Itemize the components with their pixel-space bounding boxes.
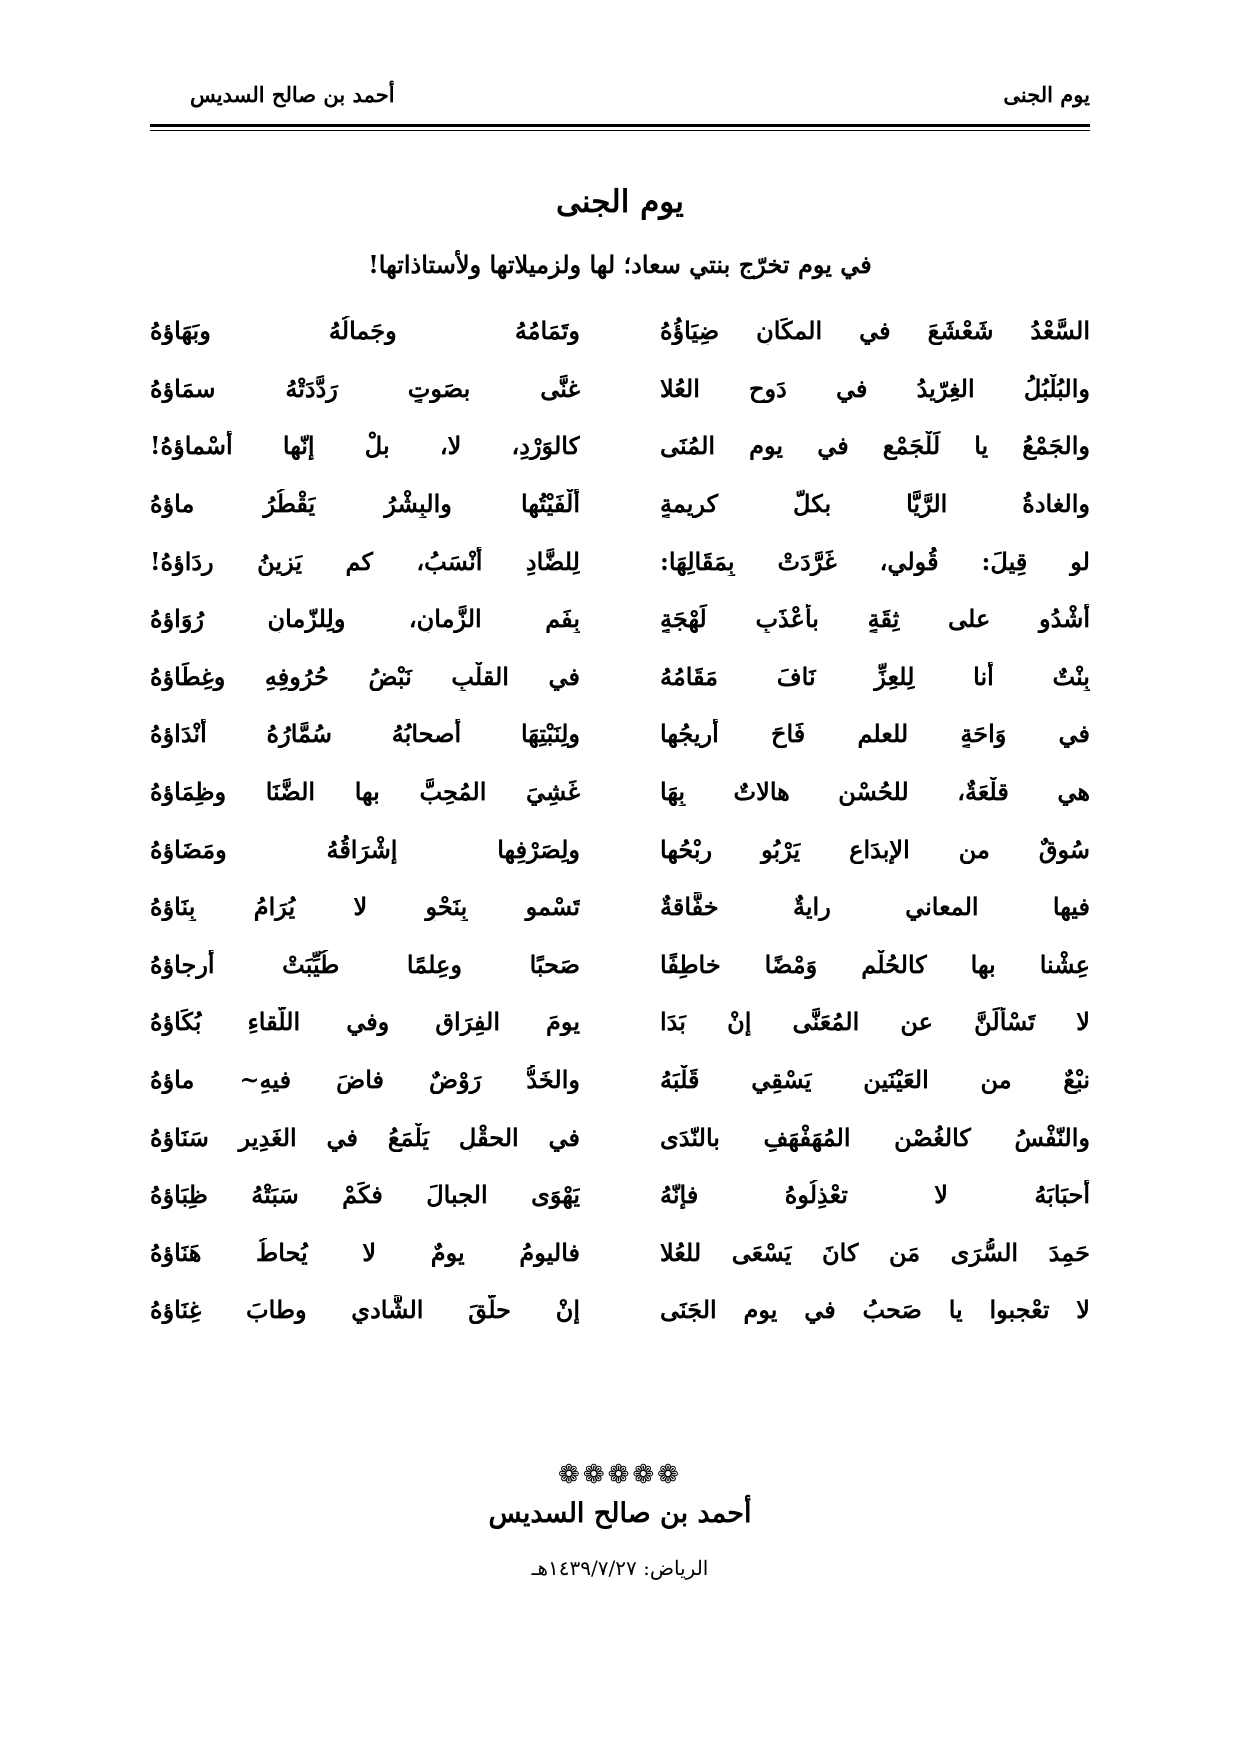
verse-second-hemistich: يومَ الفِرَاقِ وفي اللّقاءِ بُكَاؤهُ [150, 1007, 580, 1037]
poem-title: يوم الجنى [556, 184, 684, 220]
verse-second-hemistich: إنْ حلَّقَ الشَّادي وطابَ غِنَاؤهُ [150, 1295, 580, 1325]
verse-first-hemistich: في وَاحَةٍ للعلمِ فَاحَ أريجُها [660, 719, 1090, 749]
verse [150, 648, 1090, 706]
verse-first-hemistich: والغادةُ الرَّيَّا بكلّ كريمةٍ [660, 489, 1090, 519]
verse-second-hemistich: يَهْوَى الجبالَ فكَمْ سَبَتْهُ ظِبَاؤهُ [150, 1180, 580, 1210]
header-rule-thick [150, 124, 1090, 127]
verse [150, 936, 1090, 994]
verse [150, 878, 1090, 936]
verse [150, 1281, 1090, 1339]
verse-second-hemistich: غَشِيَ المُحِبَّ بها الضَّنَا وظِمَاؤهُ [150, 777, 580, 807]
verse [150, 1224, 1090, 1282]
verse-first-hemistich: بِنْتٌ أنا لِلعِزِّ نَافَ مَقَامُهُ [660, 661, 1090, 691]
verse [150, 820, 1090, 878]
verse-first-hemistich: والنّفْسُ كالغُصْنِ المُهَفْهَفِ بالنّدَى [660, 1122, 1090, 1152]
verse-second-hemistich: في الحقْلِ يَلْمَعُ في الغَدِيرِ سَنَاؤهُ [150, 1122, 580, 1152]
verse-first-hemistich: عِشْنا بها كالحُلْمِ وَمْضًا خاطِفًا [660, 949, 1090, 979]
verse [150, 993, 1090, 1051]
verse-second-hemistich: تَسْمو بِنَحْوٍ لا يُرَامُ بِنَاؤهُ [150, 892, 580, 922]
verse-second-hemistich: ولِنَبْتِهَا أصحابُهُ سُمَّارُهُ أنْدَاؤهُ [150, 719, 580, 749]
verse-second-hemistich: صَحبًا وعِلمًا طُيِّبَتْ أرجاؤهُ [150, 949, 580, 979]
poem-body [150, 302, 1090, 1339]
verse [150, 360, 1090, 418]
verse-first-hemistich: نبْعٌ من العَيْنَينِ يَسْقِي قَلْبَهُ [660, 1065, 1090, 1095]
verse-first-hemistich: والبُلْبُلُ الغِرّيدُ في دَوحِ العُلا [660, 373, 1090, 403]
verse [150, 705, 1090, 763]
verse [150, 475, 1090, 533]
poem-dedication: في يوم تخرّج بنتي سعاد؛ لها ولزميلاتها ولأستاذاتها! [368, 250, 872, 279]
verse-second-hemistich: والخَدُّ رَوْضٌ فاضَ فيهِ~ ماؤهُ [150, 1065, 580, 1095]
verse-second-hemistich: ولِصَرْفِها إشْرَاقُهُ ومَضَاؤهُ [150, 834, 580, 864]
verse-second-hemistich: غنَّى بصَوتٍ رَدَّدَتْهُ سمَاؤهُ [150, 373, 580, 403]
verse [150, 763, 1090, 821]
verse-first-hemistich: لو قِيلَ: قُولي، غَرَّدَتْ بِمَقَالِهَا: [660, 546, 1090, 576]
verse-second-hemistich: كالوَرْدِ، لا، بلْ إنّها أسْماؤهُ! [150, 431, 580, 461]
verse-second-hemistich: ألْفَيْتُها والبِشْرُ يَقْطُرُ ماؤهُ [150, 489, 580, 519]
header-rule-thin [150, 130, 1090, 131]
verse-second-hemistich: في القلْبِ نَبْضُ حُرُوفِهِ وغِطَاؤهُ [150, 661, 580, 691]
author-signature: أحمد بن صالح السديس [488, 1498, 752, 1529]
verse [150, 590, 1090, 648]
verse-first-hemistich: سُوقٌ من الإبدَاعِ يَرْبُو رِبْحُها [660, 834, 1090, 864]
verse-first-hemistich: السَّعْدُ شَعْشَعَ في المكَانِ ضِيَاؤُهُ [660, 316, 1090, 346]
header-title: يوم الجنى [1003, 82, 1090, 107]
verse-first-hemistich: أَشْدُو على ثِقَةٍ بأعْذَبِ لَهْجَةٍ [660, 604, 1090, 634]
verse-first-hemistich: لا تعْجبوا يا صَحبُ في يومِ الجَنَى [660, 1295, 1090, 1325]
verse [150, 1108, 1090, 1166]
verse [150, 1166, 1090, 1224]
verse-second-hemistich: لِلضَّادِ أُنْسَبُ، كم يَزِينُ رِدَاؤهُ! [150, 546, 580, 576]
verse-first-hemistich: هي قلْعَةٌ، للحُسْنِ هالاتٌ بِهَا [660, 777, 1090, 807]
header-author: أحمد بن صالح السديس [190, 82, 395, 107]
verse [150, 302, 1090, 360]
verse [150, 1051, 1090, 1109]
verse-first-hemistich: حَمِدَ السُّرَى مَن كانَ يَسْعَى للعُلا [660, 1237, 1090, 1267]
verse-second-hemistich: بِفَمِ الزَّمانِ، ولِلزّمانِ رُوَاؤهُ [150, 604, 580, 634]
running-header [150, 82, 1090, 122]
verse-first-hemistich: والجَمْعُ يا لَلْجَمْعِ في يومِ المُنَى [660, 431, 1090, 461]
verse-first-hemistich: فيها المعاني رايةٌ خفَّاقةٌ [660, 892, 1090, 922]
verse [150, 417, 1090, 475]
verse-second-hemistich: فاليومُ يومٌ لا يُحاطُ هَنَاؤهُ [150, 1237, 580, 1267]
verse [150, 532, 1090, 590]
ornament-separator: ❁❁❁❁❁ [558, 1460, 682, 1490]
verse-first-hemistich: لا تَسْأَلَنَّ عنِ المُعَنَّى إنْ بَدَا [660, 1007, 1090, 1037]
verse-second-hemistich: وتَمَامُهُ وجَمالُهُ وبَهَاؤهُ [150, 316, 580, 346]
place-date: الرياض: ١٤٣٩/٧/٢٧هـ [531, 1556, 709, 1580]
verse-first-hemistich: أحبَابَهُ لا تعْذِلُوهُ فإنّهُ [660, 1180, 1090, 1210]
